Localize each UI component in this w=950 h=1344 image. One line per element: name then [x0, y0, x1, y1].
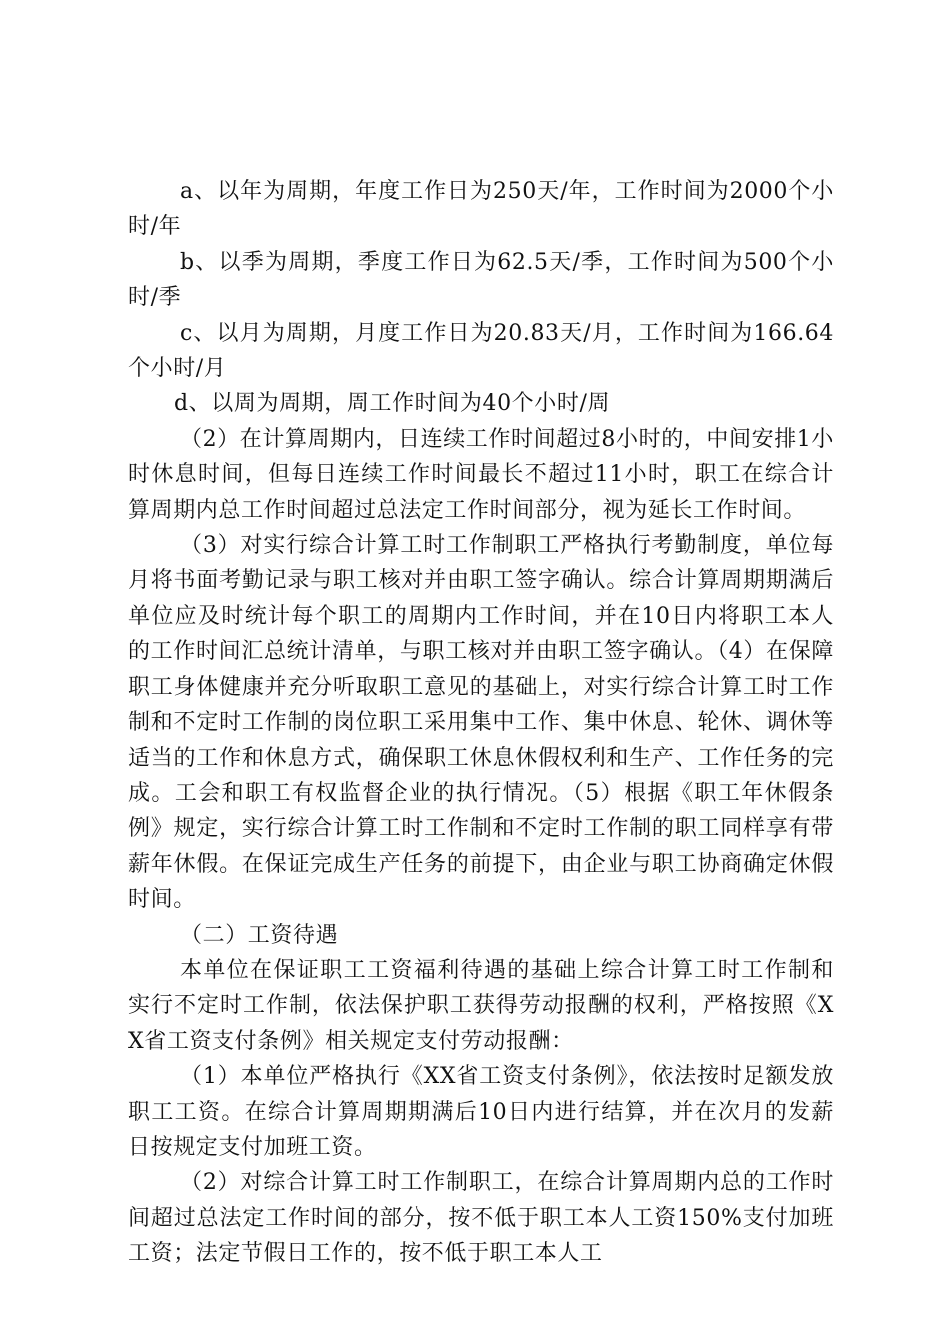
- paragraph-monthly-cycle: c、以月为周期，月度工作日为20.83天/月，工作时间为166.64个小时/月: [128, 320, 834, 382]
- paragraph-item-2-rest: （2）在计算周期内，日连续工作时间超过8小时的，中间安排1小时休息时间，但每日连续工作时间最长不超过11小时，职工在综合计算周期内总工作时间超过总法定工作时间部分，视为延长工作时间。: [128, 426, 834, 523]
- paragraph-wages-item-1: （1）本单位严格执行《XX省工资支付条例》，依法按时足额发放职工工资。在综合计算周期期满后10日内进行结算，并在次月的发薪日按规定支付加班工资。: [128, 1064, 834, 1160]
- paragraph-item-3-attendance: （3）对实行综合计算工时工作制职工严格执行考勤制度，单位每月将书面考勤记录与职工核对并由职工签字确认。综合计算周期期满后单位应及时统计每个职工的周期内工作时间，并在10日内将职工本人的工作时间汇总统计清单，与职工核对并由职工签字确认。（4）在保障职工身体健康并充分听取职工意见的基础上，对实行综合计算工时工作制和不定时工作制的岗位职工采用集中工作、集中休息、轮休、调休等适当的工作和休息方式，确保职工休息休假权利和生产、工作任务的完成。工会和职工有权监督企业的执行情况。（5）根据《职工年休假条例》规定，实行综合计算工时工作制和不定时工作制的职工同样享有带薪年休假。在保证完成生产任务的前提下，由企业与职工协商确定休假时间。: [128, 533, 834, 913]
- section-heading-wages: （二）工资待遇: [180, 922, 339, 948]
- paragraph-weekly-cycle: d、以周为周期，周工作时间为40个小时/周: [174, 391, 611, 417]
- document-body: [128, 174, 834, 1272]
- paragraph-wages-intro: 本单位在保证职工工资福利待遇的基础上综合计算工时工作制和实行不定时工作制，依法保护职工获得劳动报酬的权利，严格按照《XX省工资支付条例》相关规定支付劳动报酬：: [128, 957, 834, 1054]
- paragraph-wages-item-2: （2）对综合计算工时工作制职工，在综合计算周期内总的工作时间超过总法定工作时间的部分，按不低于职工本人工资150%支付加班工资；法定节假日工作的，按不低于职工本人工: [128, 1170, 834, 1267]
- paragraph-quarterly-cycle: b、以季为周期，季度工作日为62.5天/季，工作时间为500个小时/季: [128, 249, 834, 311]
- paragraph-annual-cycle: a、以年为周期，年度工作日为250天/年，工作时间为2000个小时/年: [128, 179, 834, 240]
